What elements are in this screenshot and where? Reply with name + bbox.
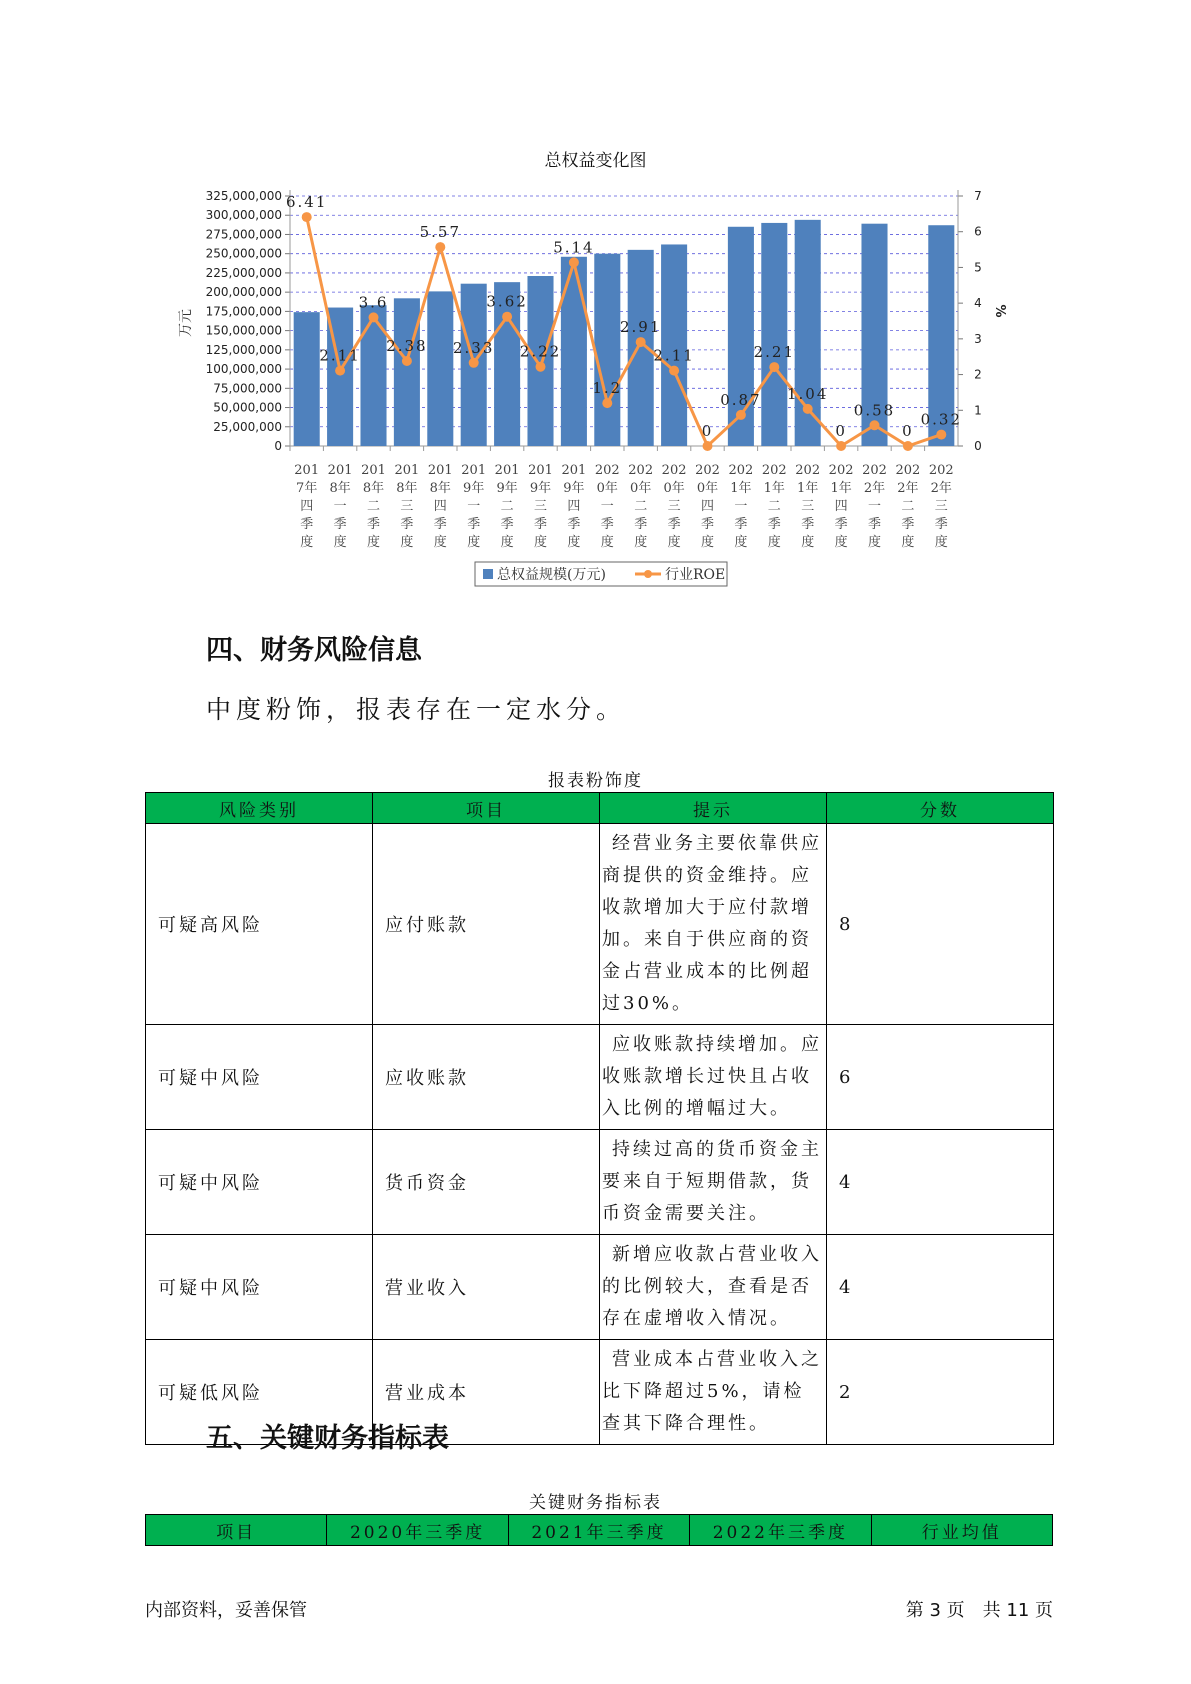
x-tick-label: 1年	[763, 481, 785, 496]
x-tick-label: 三	[934, 499, 948, 514]
y-right-tick-label: 3	[974, 331, 982, 346]
x-tick-label: 1年	[730, 481, 752, 496]
roe-data-label: 0	[701, 422, 714, 440]
header-item: 项目	[373, 793, 600, 824]
x-tick-label: 度	[300, 535, 314, 550]
table-row	[146, 1025, 1054, 1130]
x-tick-label: 季	[600, 517, 614, 532]
x-tick-label: 季	[734, 517, 748, 532]
roe-point	[469, 358, 479, 368]
table-row	[146, 824, 1054, 1025]
roe-point	[870, 420, 880, 430]
x-tick-label: 季	[834, 517, 848, 532]
y-left-tick-label: 300,000,000	[205, 208, 282, 223]
kpi-table	[145, 1514, 1053, 1546]
x-tick-label: 201	[361, 463, 386, 478]
risk-table	[145, 792, 1054, 1445]
y-right-tick-label: 6	[974, 224, 982, 239]
chart-title: 总权益变化图	[544, 151, 647, 171]
item-cell: 货币资金	[373, 1130, 600, 1235]
y-right-tick-label: 7	[974, 189, 982, 203]
risk-table-caption: 报表粉饰度	[548, 771, 643, 791]
y-right-axis-title: %	[992, 304, 1007, 318]
section4-summary: 中度粉饰，报表存在一定水分。	[206, 695, 627, 724]
x-tick-label: 1年	[797, 481, 819, 496]
kpi-table-header-row	[146, 1515, 1053, 1546]
score-cell: 6	[827, 1025, 1054, 1130]
roe-point	[636, 337, 646, 347]
x-tick-label: 202	[695, 463, 720, 478]
roe-data-label: 1.2	[592, 379, 623, 398]
x-tick-label: 季	[533, 517, 548, 532]
roe-data-label: 0.58	[853, 401, 896, 420]
x-tick-label: 四	[700, 499, 715, 514]
bar	[592, 254, 623, 446]
risk-category-cell: 可疑中风险	[146, 1025, 373, 1130]
x-tick-label: 度	[333, 535, 347, 550]
x-tick-label: 8年	[362, 481, 385, 496]
x-tick-label: 201	[394, 463, 420, 478]
x-tick-label: 季	[366, 517, 381, 532]
roe-point	[736, 410, 746, 420]
roe-data-label: 6.41	[285, 193, 328, 212]
x-tick-label: 202	[761, 463, 787, 478]
bar	[394, 298, 420, 446]
x-tick-label: 度	[801, 535, 815, 550]
x-tick-label: 202	[728, 463, 754, 478]
bar	[761, 223, 787, 446]
x-tick-label: 季	[433, 517, 447, 532]
roe-point	[302, 212, 312, 222]
roe-data-label: 1.04	[786, 384, 829, 403]
y-left-tick-label: 125,000,000	[205, 342, 282, 357]
x-tick-label: 一	[600, 499, 614, 514]
x-tick-label: 2年	[863, 481, 886, 496]
header-hint: 提示	[600, 793, 827, 824]
item-cell: 应收账款	[373, 1025, 600, 1130]
x-tick-label: 9年	[463, 481, 485, 496]
kpi-header-2021q3: 2021年三季度	[508, 1515, 689, 1546]
roe-point	[536, 362, 546, 372]
x-tick-label: 202	[795, 463, 821, 478]
legend-bar-label: 总权益规模(万元)	[497, 567, 606, 583]
x-tick-label: 7年	[296, 481, 318, 496]
roe-point	[569, 257, 579, 267]
x-tick-label: 一	[867, 499, 882, 514]
roe-point	[669, 366, 679, 376]
x-tick-label: 度	[467, 535, 481, 550]
y-left-tick-label: 0	[274, 439, 282, 453]
x-tick-label: 季	[333, 517, 347, 532]
x-tick-label: 2年	[897, 481, 919, 496]
x-tick-label: 季	[901, 517, 915, 532]
bar	[661, 244, 687, 446]
roe-point	[369, 312, 379, 322]
x-tick-label: 季	[934, 517, 948, 532]
item-cell: 营业成本	[373, 1340, 600, 1445]
risk-category-cell: 可疑中风险	[146, 1130, 373, 1235]
roe-data-label: 5.14	[553, 238, 595, 257]
y-right-tick-label: 2	[974, 367, 982, 382]
x-tick-label: 二	[767, 499, 781, 514]
roe-point	[502, 312, 512, 322]
roe-data-label: 5.57	[419, 223, 462, 242]
hint-cell: 新增应收款占营业收入的比例较大，查看是否存在虚增收入情况。	[600, 1235, 827, 1340]
x-tick-label: 202	[828, 463, 854, 478]
x-tick-label: 度	[834, 535, 848, 550]
header-score: 分数	[827, 793, 1054, 824]
kpi-header-2022q3: 2022年三季度	[690, 1515, 871, 1546]
roe-point	[769, 362, 779, 372]
bar	[561, 257, 587, 446]
roe-point	[936, 430, 946, 440]
x-tick-label: 201	[528, 463, 553, 478]
y-right-tick-label: 0	[974, 439, 982, 453]
risk-category-cell: 可疑中风险	[146, 1235, 373, 1340]
x-tick-label: 度	[634, 535, 648, 550]
y-left-tick-label: 100,000,000	[205, 362, 282, 377]
x-tick-label: 二	[366, 499, 381, 514]
footer-page-number: 第 3 页 共 11 页	[905, 1600, 1053, 1621]
equity-chart	[0, 0, 1191, 600]
kpi-header-item: 项目	[146, 1515, 327, 1546]
x-tick-label: 度	[533, 535, 548, 550]
x-tick-label: 1年	[830, 481, 852, 496]
x-tick-label: 度	[400, 535, 414, 550]
bar	[427, 291, 453, 446]
roe-point	[602, 398, 612, 408]
hint-cell: 持续过高的货币资金主要来自于短期借款，货币资金需要关注。	[600, 1130, 827, 1235]
y-right-tick-label: 5	[974, 260, 982, 275]
x-tick-label: 0年	[663, 481, 685, 496]
x-tick-label: 201	[494, 463, 520, 478]
roe-point	[435, 242, 445, 252]
x-tick-label: 度	[433, 535, 447, 550]
roe-data-label: 0	[902, 422, 914, 440]
x-tick-label: 三	[667, 499, 681, 514]
x-tick-label: 季	[867, 517, 882, 532]
x-tick-label: 度	[366, 535, 381, 550]
roe-point	[836, 441, 846, 451]
x-tick-label: 度	[734, 535, 748, 550]
roe-data-label: 3.62	[486, 292, 528, 311]
roe-data-label: 2.21	[753, 343, 796, 362]
x-tick-label: 季	[667, 517, 681, 532]
roe-data-label: 0	[835, 422, 847, 440]
kpi-header-2020q3: 2020年三季度	[327, 1515, 508, 1546]
y-left-tick-label: 225,000,000	[205, 265, 282, 280]
x-tick-label: 0年	[696, 481, 719, 496]
score-cell: 8	[827, 824, 1054, 1025]
hint-cell: 经营业务主要依靠供应商提供的资金维持。应收款增加大于应付款增加。来自于供应商的资金占营业成本的比例超过30%。	[600, 824, 827, 1025]
hint-cell: 应收账款持续增加。应收账款增长过快且占收入比例的增幅过大。	[600, 1025, 827, 1130]
section5-heading: 五、关键财务指标表	[206, 1423, 449, 1454]
x-tick-label: 度	[934, 535, 948, 550]
x-tick-label: 三	[533, 499, 548, 514]
footer-confidential: 内部资料，妥善保管	[145, 1600, 307, 1621]
x-tick-label: 三	[801, 499, 815, 514]
x-tick-label: 201	[561, 463, 587, 478]
roe-point	[803, 404, 813, 414]
x-tick-label: 201	[427, 463, 453, 478]
x-tick-label: 一	[467, 499, 481, 514]
y-left-tick-label: 25,000,000	[213, 419, 282, 434]
risk-category-cell: 可疑低风险	[146, 1340, 373, 1445]
y-left-tick-label: 50,000,000	[213, 400, 282, 415]
x-tick-label: 度	[867, 535, 882, 550]
roe-data-label: 0.32	[920, 410, 963, 429]
y-right-tick-label: 1	[974, 403, 982, 418]
x-tick-label: 0年	[630, 481, 652, 496]
x-tick-label: 季	[400, 517, 414, 532]
x-tick-label: 8年	[429, 481, 451, 496]
x-tick-label: 一	[734, 499, 748, 514]
x-tick-label: 8年	[329, 481, 351, 496]
item-cell: 营业收入	[373, 1235, 600, 1340]
hint-cell: 营业成本占营业收入之比下降超过5%，请检查其下降合理性。	[600, 1340, 827, 1445]
x-tick-label: 度	[700, 535, 715, 550]
x-tick-label: 202	[661, 463, 687, 478]
x-tick-label: 度	[600, 535, 614, 550]
x-tick-label: 四	[433, 499, 447, 514]
x-tick-label: 四	[567, 499, 581, 514]
roe-point	[402, 356, 412, 366]
roe-point	[335, 366, 345, 376]
x-tick-label: 季	[801, 517, 815, 532]
kpi-table-caption: 关键财务指标表	[529, 1493, 662, 1513]
roe-data-label: 2.38	[386, 337, 428, 355]
bar	[360, 305, 386, 446]
y-left-tick-label: 200,000,000	[205, 285, 282, 300]
x-tick-label: 度	[901, 535, 915, 550]
x-tick-label: 2年	[930, 481, 952, 496]
roe-point	[703, 441, 713, 451]
score-cell: 4	[827, 1130, 1054, 1235]
x-tick-label: 202	[628, 463, 654, 478]
x-tick-label: 8年	[396, 481, 418, 496]
x-tick-label: 四	[834, 499, 848, 514]
item-cell: 应付账款	[373, 824, 600, 1025]
x-tick-label: 202	[862, 463, 887, 478]
x-tick-label: 202	[928, 463, 954, 478]
x-tick-label: 季	[634, 517, 648, 532]
x-tick-label: 二	[500, 499, 514, 514]
roe-data-label: 2.11	[653, 346, 695, 365]
roe-data-label: 2.22	[519, 342, 562, 361]
x-tick-label: 季	[767, 517, 781, 532]
x-tick-label: 度	[567, 535, 581, 550]
roe-data-label: 3.6	[358, 293, 389, 312]
roe-data-label: 2.11	[319, 346, 361, 365]
x-tick-label: 9年	[529, 481, 552, 496]
x-tick-label: 202	[895, 463, 921, 478]
x-tick-label: 201	[461, 463, 487, 478]
x-tick-label: 0年	[596, 481, 618, 496]
header-risk-category: 风险类别	[146, 793, 373, 824]
x-tick-label: 9年	[563, 481, 585, 496]
x-tick-label: 二	[634, 499, 648, 514]
risk-category-cell: 可疑高风险	[146, 824, 373, 1025]
section4-heading: 四、财务风险信息	[206, 635, 422, 666]
y-left-tick-label: 150,000,000	[205, 323, 282, 338]
x-tick-label: 201	[327, 463, 353, 478]
x-tick-label: 度	[500, 535, 514, 550]
roe-data-label: 0.87	[720, 390, 762, 409]
x-tick-label: 201	[294, 463, 320, 478]
y-left-axis-title: 万元	[178, 309, 194, 337]
table-row	[146, 1130, 1054, 1235]
x-tick-label: 三	[400, 499, 414, 514]
y-left-tick-label: 175,000,000	[205, 304, 282, 319]
x-tick-label: 季	[700, 517, 715, 532]
x-tick-label: 季	[500, 517, 514, 532]
y-left-tick-label: 325,000,000	[205, 189, 282, 203]
x-tick-label: 季	[567, 517, 581, 532]
legend-line-marker	[644, 570, 652, 578]
y-left-tick-label: 75,000,000	[213, 381, 282, 396]
x-tick-label: 季	[300, 517, 314, 532]
x-tick-label: 一	[333, 499, 347, 514]
roe-point	[903, 441, 913, 451]
y-left-tick-label: 275,000,000	[205, 227, 282, 242]
roe-data-label: 2.33	[452, 338, 495, 357]
x-tick-label: 度	[767, 535, 781, 550]
bar	[294, 312, 320, 446]
score-cell: 2	[827, 1340, 1054, 1445]
risk-table-header-row	[146, 793, 1054, 824]
roe-data-label: 2.91	[619, 318, 662, 337]
legend-bar-swatch	[483, 569, 493, 579]
legend-line-label: 行业ROE	[665, 567, 726, 583]
bar	[527, 276, 553, 446]
y-left-tick-label: 250,000,000	[205, 246, 282, 261]
x-tick-label: 季	[467, 517, 481, 532]
kpi-header-industry-avg: 行业均值	[871, 1515, 1052, 1546]
x-tick-label: 9年	[496, 481, 518, 496]
y-right-tick-label: 4	[974, 296, 982, 311]
x-tick-label: 度	[667, 535, 681, 550]
score-cell: 4	[827, 1235, 1054, 1340]
x-tick-label: 二	[901, 499, 915, 514]
x-tick-label: 202	[594, 463, 620, 478]
table-row	[146, 1235, 1054, 1340]
x-tick-label: 四	[300, 499, 314, 514]
